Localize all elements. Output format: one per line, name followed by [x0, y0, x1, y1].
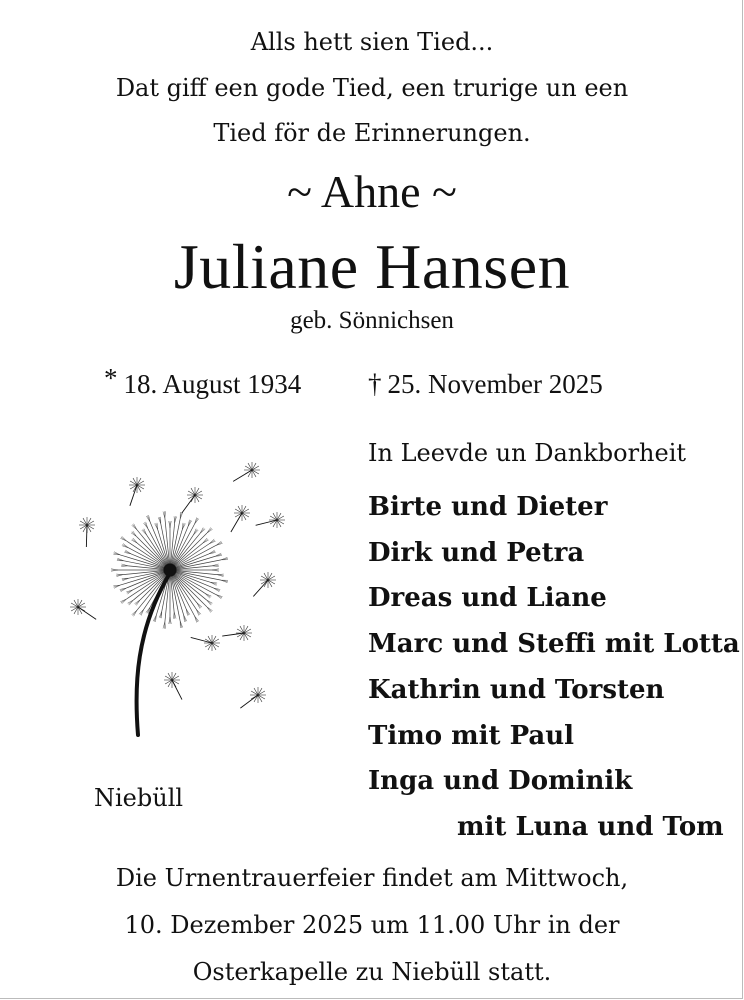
death-date-text: 25. November 2025 [387, 369, 603, 399]
death-symbol: † [368, 369, 382, 399]
service-line: Osterkapelle zu Niebüll statt. [192, 958, 552, 986]
birth-date-text: 18. August 1934 [123, 369, 302, 399]
birth-symbol: * [104, 363, 118, 393]
mourner-name: Dreas und Liane [368, 583, 607, 614]
mourners-intro: In Leevde un Dankborheit [368, 439, 687, 467]
mourner-name: mit Luna und Tom [457, 811, 724, 842]
place-name: Niebüll [94, 784, 184, 812]
relation-title: ~ Ahne ~ [287, 166, 457, 217]
mourner-name: Birte und Dieter [368, 492, 608, 522]
mourner-name: Timo mit Paul [368, 720, 575, 751]
poem-line: Tied för de Erinnerungen. [213, 119, 531, 147]
birth-name: geb. Sönnichsen [290, 307, 454, 334]
mourner-name: Marc und Steffi mit Lotta [368, 629, 740, 660]
dandelion-icon [62, 455, 307, 745]
poem-line: Dat giff een gode Tied, een trurige un een [115, 73, 629, 102]
death-date [368, 368, 603, 400]
service-info [0, 855, 744, 996]
service-line: Die Urnentrauerfeier findet am Mittwoch, [115, 864, 629, 892]
mourner-name: Kathrin und Torsten [368, 674, 665, 705]
mourners-list [368, 485, 740, 851]
mourner-name: Dirk und Petra [368, 537, 585, 568]
birth-date [104, 363, 302, 400]
service-line: 10. Dezember 2025 um 11.00 Uhr in der [124, 911, 620, 939]
poem-line: Alls hett sien Tied... [250, 28, 494, 56]
deceased-name: Juliane Hansen [173, 231, 571, 302]
poem [0, 20, 744, 157]
mourner-name: Inga und Dominik [368, 766, 633, 797]
